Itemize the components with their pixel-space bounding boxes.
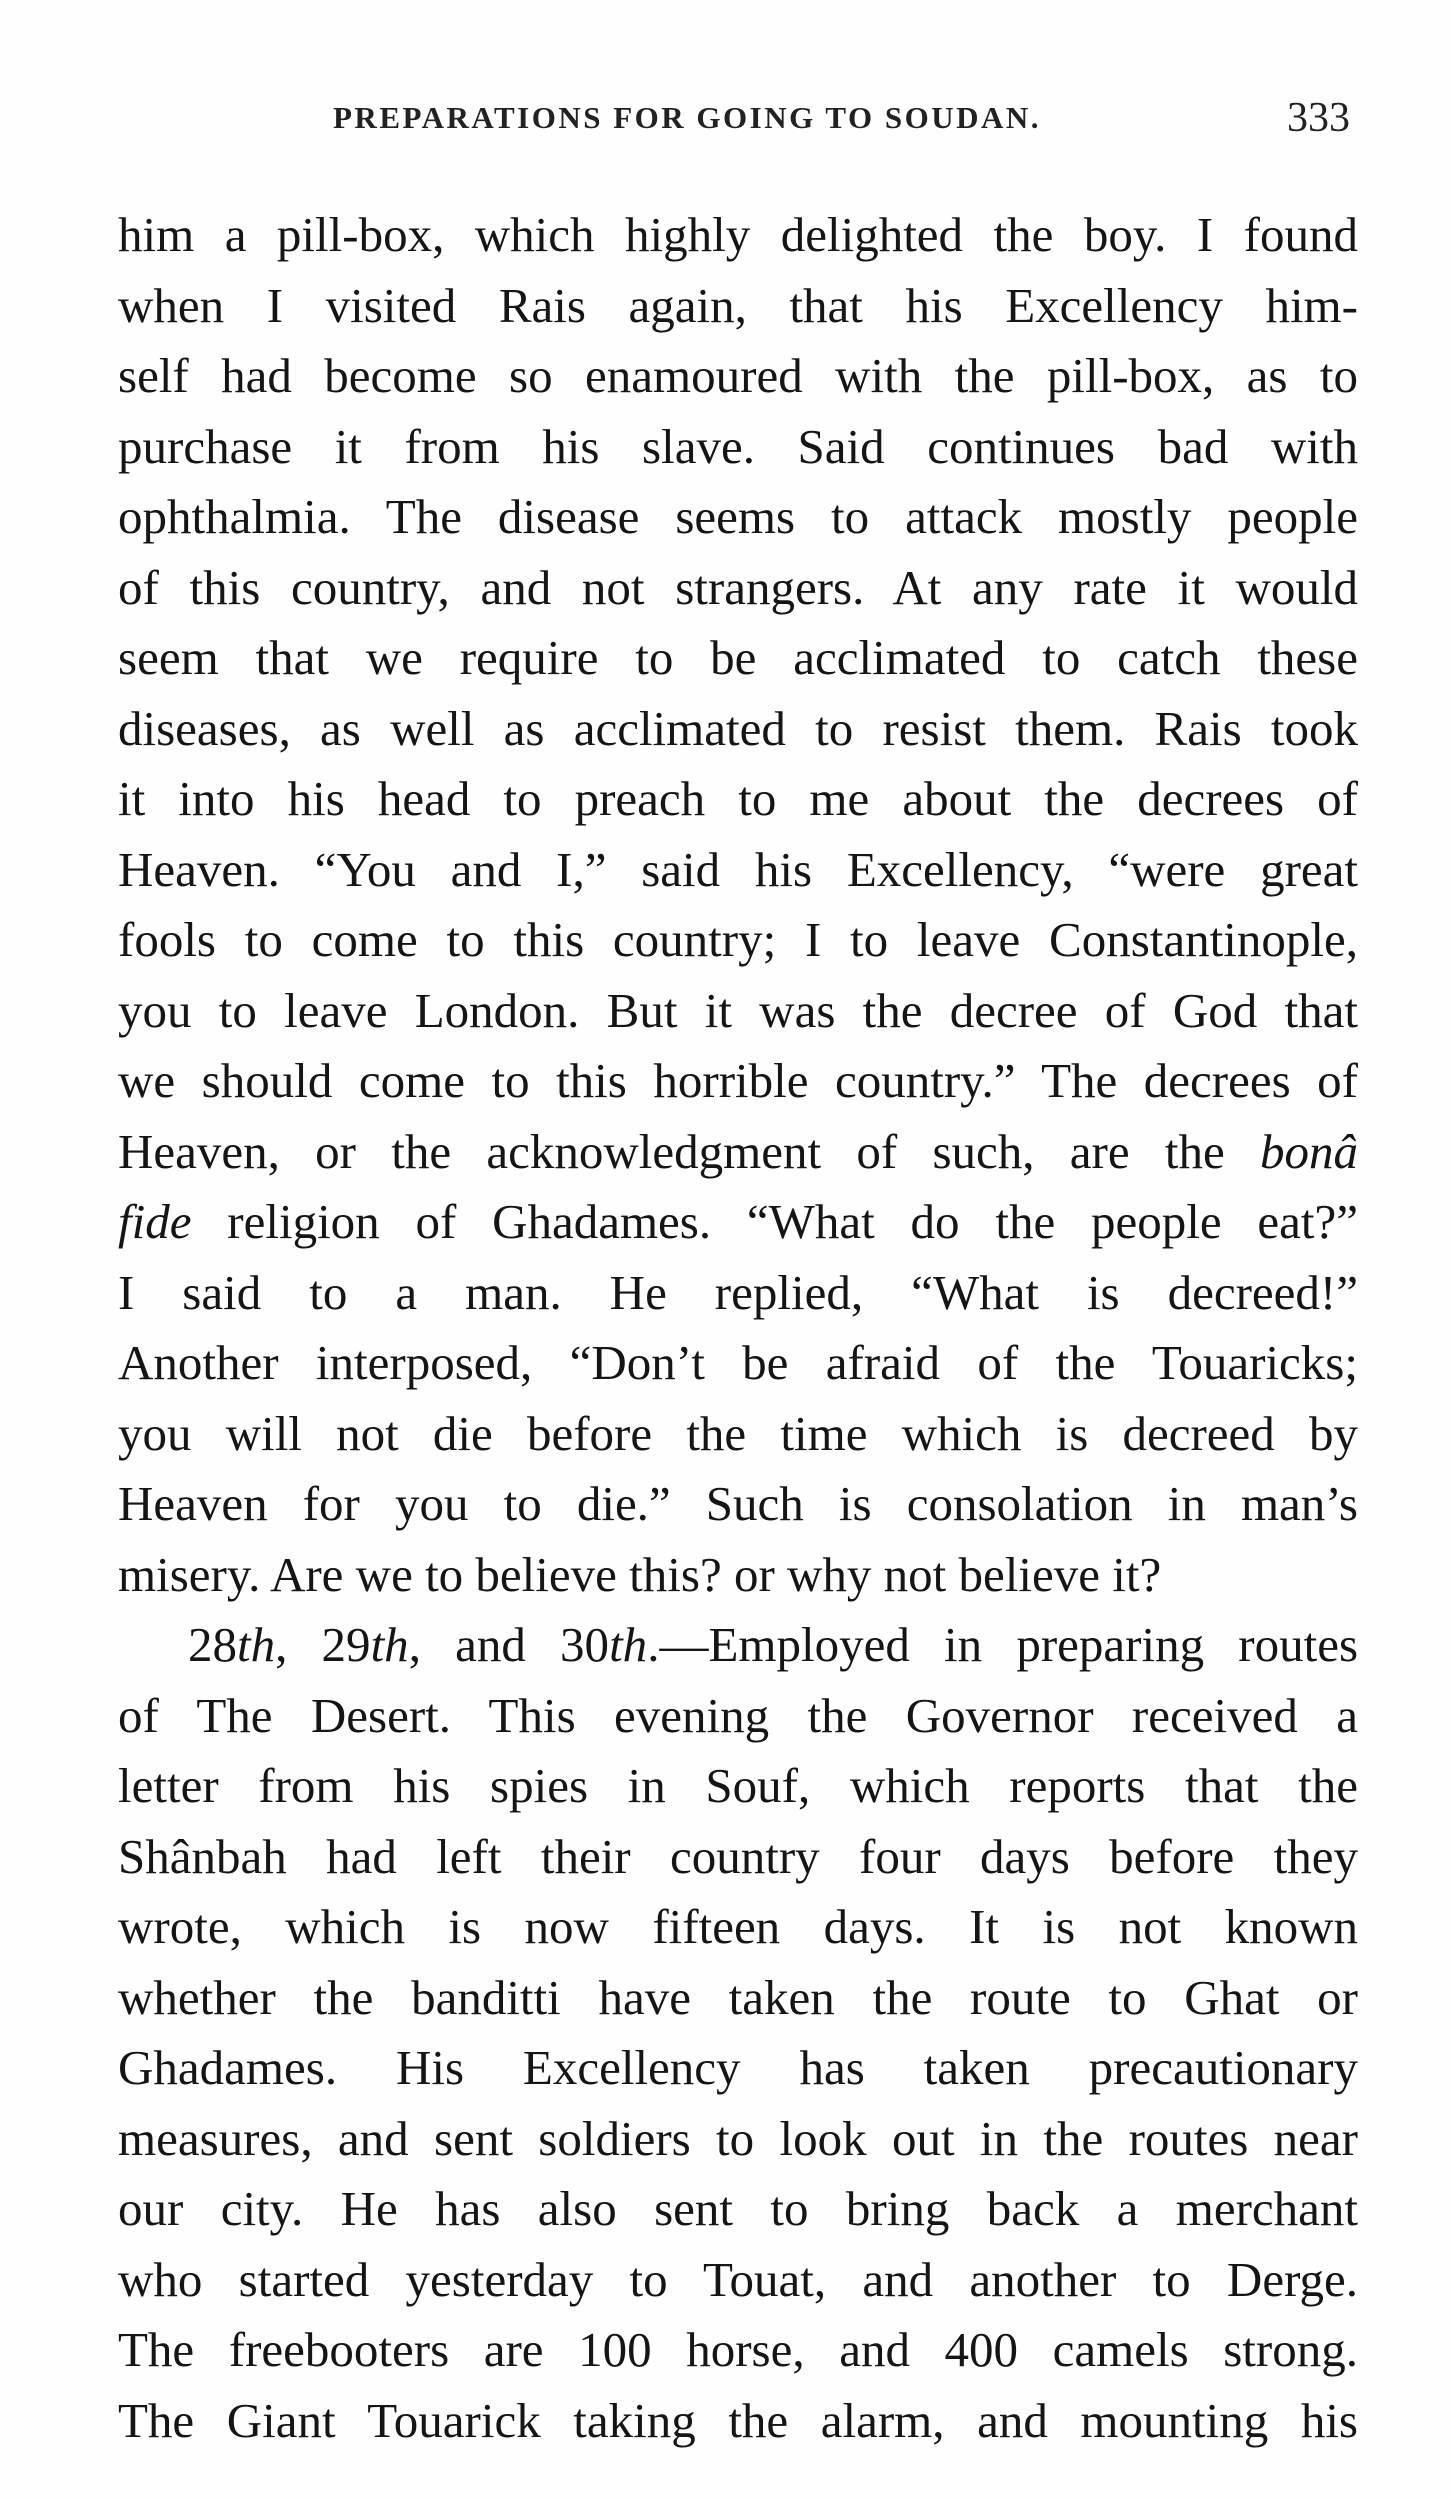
text-line: seem that we require to be acclimated to catch these: [118, 630, 1358, 685]
text-line: of this country, and not strangers. At any rate it would: [118, 559, 1358, 615]
text-line: whether the banditti have taken the route to Ghat or: [118, 1969, 1358, 2025]
text-line: diseases, as well as acclimated to resist them. Rais took: [118, 700, 1358, 756]
text-line: Another interposed, “Don’t be afraid of the Touaricks;: [118, 1335, 1358, 1390]
text-line: misery. Are we to believe this? or why not believe it?: [118, 1546, 1162, 1602]
text-line: Shânbah had left their country four days before they: [118, 1828, 1358, 1884]
text-line: The Giant Touarick taking the alarm, and mounting his: [118, 2392, 1358, 2448]
text-line: fools to come to this country; I to leave Constantinople,: [118, 912, 1358, 967]
text-line: fide religion of Ghadames. “What do the people eat?”: [118, 1194, 1358, 1249]
text-line: you will not die before the time which is decreed by: [118, 1405, 1358, 1461]
text-line: we should come to this horrible country.” The decrees of: [118, 1053, 1358, 1108]
text-line: when I visited Rais again, that his Excellency him-: [118, 277, 1358, 333]
text-line: letter from his spies in Souf, which reports that the: [118, 1758, 1358, 1813]
italic-word: bonâ: [1260, 1123, 1358, 1179]
text-line: 28th, 29th, and 30th.—Employed in preparing routes: [188, 1617, 1359, 1672]
running-title: PREPARATIONS FOR GOING TO SOUDAN.: [333, 100, 1042, 135]
italic-word: fide: [118, 1194, 192, 1249]
text-line: The freebooters are 100 horse, and 400 camels strong.: [118, 2322, 1358, 2377]
text-line: purchase it from his slave. Said continues bad with: [118, 418, 1358, 474]
body-text: [118, 200, 1358, 2456]
text-line: Ghadames. His Excellency has taken precautionary: [118, 2040, 1358, 2095]
text-line: self had become so enamoured with the pill-box, as to: [118, 348, 1358, 403]
text-line: our city. He has also sent to bring back a merchant: [118, 2181, 1358, 2236]
text-line: it into his head to preach to me about the decrees of: [118, 771, 1358, 826]
text-line: of The Desert. This evening the Governor received a: [118, 1687, 1358, 1743]
text-line: I said to a man. He replied, “What is decreed!”: [118, 1264, 1358, 1320]
text-line: you to leave London. But it was the decree of God that: [118, 982, 1358, 1038]
running-head: [118, 94, 1350, 154]
text-line: him a pill-box, which highly delighted the boy. I found: [118, 207, 1358, 262]
text-line: who started yesterday to Touat, and another to Derge.: [118, 2251, 1358, 2307]
text-line: Heaven for you to die.” Such is consolation in man’s: [118, 1476, 1358, 1531]
text-line: Heaven. “You and I,” said his Excellency, “were great: [118, 841, 1358, 897]
text-line: ophthalmia. The disease seems to attack mostly people: [118, 489, 1358, 544]
text-line: measures, and sent soldiers to look out in the routes near: [118, 2110, 1358, 2166]
text-line: wrote, which is now fifteen days. It is not known: [118, 1899, 1358, 1954]
page-number: 333: [1287, 95, 1350, 141]
text-line: Heaven, or the acknowledgment of such, are the bonâ: [118, 1123, 1358, 1179]
